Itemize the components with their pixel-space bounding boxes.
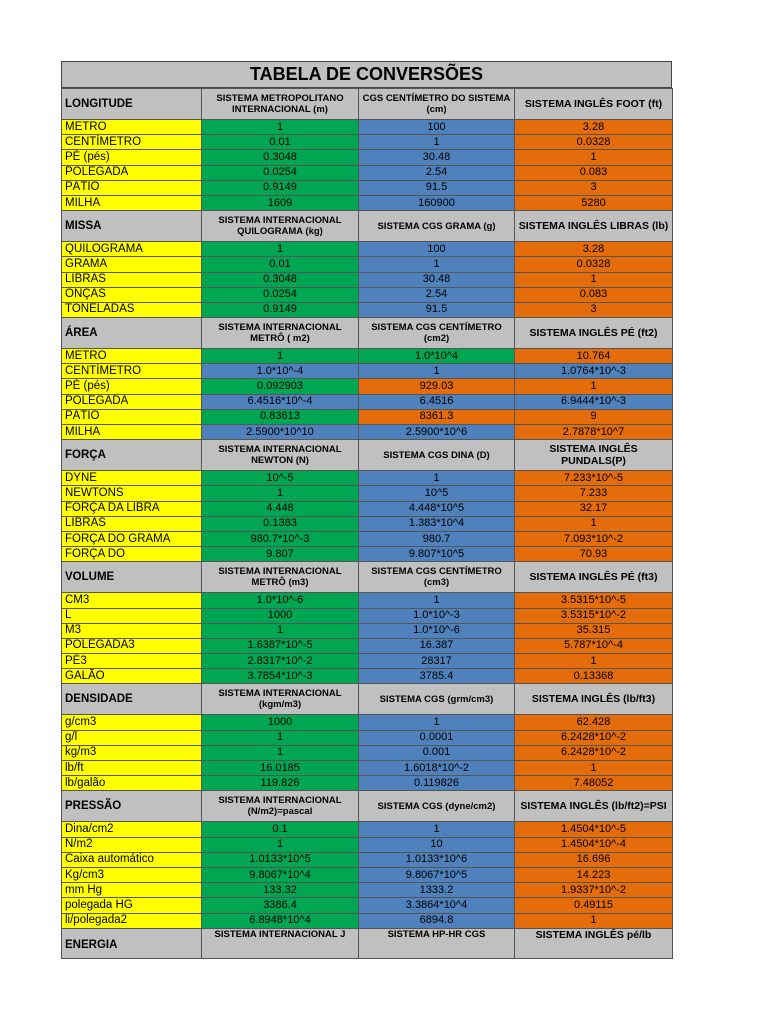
cgs-value: 6894.8 — [359, 913, 515, 928]
table-row — [62, 654, 673, 669]
table-row — [62, 837, 673, 852]
english-value: 7.093*10^-2 — [515, 531, 673, 546]
unit-label: FORÇA DA LIBRA — [62, 501, 202, 516]
si-value: 0.9149 — [202, 302, 359, 317]
unit-label: POLEGADA — [62, 394, 202, 409]
table-row — [62, 867, 673, 882]
english-header: SISTEMA INGLÊS PUNDALS(P) — [515, 440, 673, 471]
english-header: SISTEMA INGLÊS (lb/ft2)=PSI — [515, 791, 673, 822]
unit-label: Caixa automático — [62, 852, 202, 867]
english-value: 3 — [515, 180, 673, 195]
section-title: ENERGIA — [62, 928, 202, 958]
unit-label: N/m2 — [62, 837, 202, 852]
table-row — [62, 761, 673, 776]
cgs-value: 28317 — [359, 654, 515, 669]
table-row — [62, 302, 673, 317]
unit-label: g/l — [62, 730, 202, 745]
section-title: DENSIDADE — [62, 684, 202, 715]
english-value: 5.787*10^-4 — [515, 638, 673, 653]
english-value: 10.764 — [515, 349, 673, 364]
english-value: 1 — [515, 272, 673, 287]
english-value: 3.28 — [515, 242, 673, 257]
unit-label: POLEGADA — [62, 165, 202, 180]
table-row — [62, 913, 673, 928]
cgs-value: 2.54 — [359, 287, 515, 302]
unit-label: ONÇAS — [62, 287, 202, 302]
si-value: 1 — [202, 837, 359, 852]
cgs-value: 30.48 — [359, 150, 515, 165]
table-row — [62, 608, 673, 623]
table-row — [62, 471, 673, 486]
english-value: 3.28 — [515, 120, 673, 135]
table-row — [62, 852, 673, 867]
si-value: 1 — [202, 120, 359, 135]
section-header-energia — [62, 928, 673, 958]
si-value: 1 — [202, 242, 359, 257]
table-row — [62, 150, 673, 165]
si-value: 0.092903 — [202, 379, 359, 394]
si-header: SISTEMA INTERNACIONAL J — [202, 928, 359, 958]
table-row — [62, 409, 673, 424]
cgs-value: 0.119826 — [359, 776, 515, 791]
table-row — [62, 425, 673, 440]
english-value: 1 — [515, 761, 673, 776]
english-value: 7.233*10^-5 — [515, 471, 673, 486]
section-title: ÁREA — [62, 318, 202, 349]
cgs-value: 10 — [359, 837, 515, 852]
cgs-value: 1.0*10^4 — [359, 349, 515, 364]
table-row — [62, 715, 673, 730]
english-value: 6.2428*10^-2 — [515, 745, 673, 760]
english-value: 1 — [515, 379, 673, 394]
cgs-value: 100 — [359, 242, 515, 257]
unit-label: M3 — [62, 623, 202, 638]
unit-label: lb/galão — [62, 776, 202, 791]
cgs-value: 16.387 — [359, 638, 515, 653]
si-value: 3386.4 — [202, 898, 359, 913]
english-value: 9 — [515, 409, 673, 424]
cgs-header: SISTEMA CGS GRAMA (g) — [359, 211, 515, 242]
english-value: 0.083 — [515, 165, 673, 180]
si-value: 0.3048 — [202, 150, 359, 165]
english-header: SISTEMA INGLÊS pé/lb — [515, 928, 673, 958]
si-value: 1 — [202, 486, 359, 501]
english-value: 16.696 — [515, 852, 673, 867]
si-value: 1 — [202, 623, 359, 638]
english-value: 5280 — [515, 195, 673, 210]
table-row — [62, 165, 673, 180]
cgs-header: SISTEMA HP-HR CGS — [359, 928, 515, 958]
si-value: 1609 — [202, 195, 359, 210]
unit-label: MILHA — [62, 425, 202, 440]
unit-label: METRO — [62, 349, 202, 364]
table-row — [62, 195, 673, 210]
english-value: 1.9337*10^-2 — [515, 883, 673, 898]
cgs-value: 980.7 — [359, 531, 515, 546]
cgs-value: 3785.4 — [359, 669, 515, 684]
cgs-value: 1 — [359, 715, 515, 730]
english-value: 7.233 — [515, 486, 673, 501]
cgs-value: 3.3864*10^4 — [359, 898, 515, 913]
english-header: SISTEMA INGLÊS PÉ (ft2) — [515, 318, 673, 349]
section-title: VOLUME — [62, 562, 202, 593]
si-value: 16.0185 — [202, 761, 359, 776]
unit-label: lb/ft — [62, 761, 202, 776]
si-value: 1000 — [202, 608, 359, 623]
unit-label: MILHA — [62, 195, 202, 210]
cgs-value: 30.48 — [359, 272, 515, 287]
unit-label: PÁTIO — [62, 409, 202, 424]
table-row — [62, 120, 673, 135]
cgs-header: SISTEMA CGS CENTÍMETRO (cm3) — [359, 562, 515, 593]
cgs-value: 9.807*10^5 — [359, 547, 515, 562]
cgs-header: SISTEMA CGS CENTÍMETRO (cm2) — [359, 318, 515, 349]
si-value: 0.9149 — [202, 180, 359, 195]
unit-label: PÉ (pés) — [62, 379, 202, 394]
unit-label: LIBRAS — [62, 272, 202, 287]
si-value: 133.32 — [202, 883, 359, 898]
unit-label: Kg/cm3 — [62, 867, 202, 882]
si-value: 10^-5 — [202, 471, 359, 486]
english-header: SISTEMA INGLÊS LIBRAS (lb) — [515, 211, 673, 242]
si-value: 1 — [202, 730, 359, 745]
english-value: 1 — [515, 654, 673, 669]
english-value: 32.17 — [515, 501, 673, 516]
unit-label: DYNE — [62, 471, 202, 486]
si-value: 9.807 — [202, 547, 359, 562]
table-row — [62, 516, 673, 531]
table-row — [62, 638, 673, 653]
table-row — [62, 501, 673, 516]
unit-label: GRAMA — [62, 257, 202, 272]
section-title: PRESSÃO — [62, 791, 202, 822]
table-row — [62, 272, 673, 287]
unit-label: polegada HG — [62, 898, 202, 913]
cgs-value: 160900 — [359, 195, 515, 210]
unit-label: FORÇA DO GRAMA — [62, 531, 202, 546]
cgs-value: 100 — [359, 120, 515, 135]
section-header-densidade — [62, 684, 673, 715]
section-header-forca — [62, 440, 673, 471]
si-value: 2.8317*10^-2 — [202, 654, 359, 669]
english-value: 3.5315*10^-5 — [515, 593, 673, 608]
cgs-header: SISTEMA CGS (dyne/cm2) — [359, 791, 515, 822]
table-row — [62, 593, 673, 608]
si-value: 980.7*10^-3 — [202, 531, 359, 546]
cgs-value: 1.0133*10^6 — [359, 852, 515, 867]
si-value: 2.5900*10^10 — [202, 425, 359, 440]
si-value: 0.83613 — [202, 409, 359, 424]
english-value: 6.2428*10^-2 — [515, 730, 673, 745]
english-value: 1 — [515, 150, 673, 165]
english-header: SISTEMA INGLÊS FOOT (ft) — [515, 89, 673, 120]
section-title: LONGITUDE — [62, 89, 202, 120]
cgs-value: 2.54 — [359, 165, 515, 180]
cgs-value: 1 — [359, 135, 515, 150]
cgs-header: SISTEMA CGS (grm/cm3) — [359, 684, 515, 715]
table-row — [62, 287, 673, 302]
unit-label: Dina/cm2 — [62, 822, 202, 837]
section-header-volume — [62, 562, 673, 593]
cgs-value: 1.0*10^-6 — [359, 623, 515, 638]
cgs-value: 1 — [359, 364, 515, 379]
si-value: 0.3048 — [202, 272, 359, 287]
cgs-value: 1 — [359, 822, 515, 837]
cgs-value: 1.383*10^4 — [359, 516, 515, 531]
table-row — [62, 394, 673, 409]
cgs-value: 10^5 — [359, 486, 515, 501]
table-row — [62, 822, 673, 837]
si-value: 0.1383 — [202, 516, 359, 531]
si-header: SISTEMA INTERNACIONAL QUILOGRAMA (kg) — [202, 211, 359, 242]
english-value: 0.0328 — [515, 135, 673, 150]
si-value: 0.0254 — [202, 165, 359, 180]
cgs-value: 4.448*10^5 — [359, 501, 515, 516]
english-value: 1.4504*10^-5 — [515, 822, 673, 837]
si-header: SISTEMA METROPOLITANO INTERNACIONAL (m) — [202, 89, 359, 120]
si-value: 3.7854*10^-3 — [202, 669, 359, 684]
unit-label: li/polegada2 — [62, 913, 202, 928]
table-row — [62, 364, 673, 379]
cgs-value: 929.03 — [359, 379, 515, 394]
si-value: 1.6387*10^-5 — [202, 638, 359, 653]
english-value: 3.5315*10^-2 — [515, 608, 673, 623]
table-row — [62, 180, 673, 195]
cgs-value: 1 — [359, 593, 515, 608]
section-header-area — [62, 318, 673, 349]
table-row — [62, 531, 673, 546]
table-row — [62, 257, 673, 272]
cgs-value: 8361.3 — [359, 409, 515, 424]
english-value: 0.49115 — [515, 898, 673, 913]
english-value: 62.428 — [515, 715, 673, 730]
si-value: 6.8948*10^4 — [202, 913, 359, 928]
english-value: 0.0328 — [515, 257, 673, 272]
cgs-value: 0.0001 — [359, 730, 515, 745]
table-row — [62, 883, 673, 898]
cgs-value: 9.8067*10^5 — [359, 867, 515, 882]
unit-label: PÁTIO — [62, 180, 202, 195]
table-row — [62, 623, 673, 638]
cgs-value: 91.5 — [359, 302, 515, 317]
si-value: 1 — [202, 745, 359, 760]
english-value: 1.0764*10^-3 — [515, 364, 673, 379]
table-row — [62, 898, 673, 913]
si-header: SISTEMA INTERNACIONAL METRÔ ( m2) — [202, 318, 359, 349]
si-value: 4.448 — [202, 501, 359, 516]
si-header: SISTEMA INTERNACIONAL (kgm/m3) — [202, 684, 359, 715]
si-value: 6.4516*10^-4 — [202, 394, 359, 409]
section-header-longitude — [62, 89, 673, 120]
sheet-title: TABELA DE CONVERSÕES — [61, 61, 672, 88]
table-row — [62, 379, 673, 394]
table-row — [62, 669, 673, 684]
english-value: 2.7878*10^7 — [515, 425, 673, 440]
cgs-value: 0.001 — [359, 745, 515, 760]
cgs-header: SISTEMA CGS DINA (D) — [359, 440, 515, 471]
si-value: 1.0133*10^5 — [202, 852, 359, 867]
si-value: 0.01 — [202, 257, 359, 272]
unit-label: L — [62, 608, 202, 623]
table-row — [62, 745, 673, 760]
si-header: SISTEMA INTERNACIONAL NEWTON (N) — [202, 440, 359, 471]
english-value: 0.13368 — [515, 669, 673, 684]
unit-label: QUILOGRAMA — [62, 242, 202, 257]
english-value: 6.9444*10^-3 — [515, 394, 673, 409]
section-header-missa — [62, 211, 673, 242]
cgs-value: 1 — [359, 257, 515, 272]
english-value: 1 — [515, 913, 673, 928]
unit-label: PÉ3 — [62, 654, 202, 669]
conversion-table — [61, 88, 673, 959]
si-value: 1.0*10^-4 — [202, 364, 359, 379]
section-title: FORÇA — [62, 440, 202, 471]
cgs-value: 1.0*10^-3 — [359, 608, 515, 623]
si-value: 9.8067*10^4 — [202, 867, 359, 882]
si-header: SISTEMA INTERNACIONAL (N/m2)=pascal — [202, 791, 359, 822]
unit-label: TONELADAS — [62, 302, 202, 317]
table-row — [62, 242, 673, 257]
english-header: SISTEMA INGLÊS PÉ (ft3) — [515, 562, 673, 593]
si-value: 1000 — [202, 715, 359, 730]
cgs-value: 6.4516 — [359, 394, 515, 409]
unit-label: CENTÍMETRO — [62, 135, 202, 150]
english-value: 35.315 — [515, 623, 673, 638]
unit-label: PÉ (pés) — [62, 150, 202, 165]
unit-label: NEWTONS — [62, 486, 202, 501]
si-header: SISTEMA INTERNACIONAL METRÔ (m3) — [202, 562, 359, 593]
english-value: 1 — [515, 516, 673, 531]
si-value: 0.1 — [202, 822, 359, 837]
english-value: 0.083 — [515, 287, 673, 302]
section-title: MISSA — [62, 211, 202, 242]
english-value: 70.93 — [515, 547, 673, 562]
english-value: 7.48052 — [515, 776, 673, 791]
cgs-value: 2.5900*10^6 — [359, 425, 515, 440]
cgs-header: CGS CENTÍMETRO DO SISTEMA (cm) — [359, 89, 515, 120]
cgs-value: 1.6018*10^-2 — [359, 761, 515, 776]
english-value: 1.4504*10^-4 — [515, 837, 673, 852]
si-value: 0.0254 — [202, 287, 359, 302]
unit-label: CM3 — [62, 593, 202, 608]
cgs-value: 91.5 — [359, 180, 515, 195]
english-header: SISTEMA INGLÊS (lb/ft3) — [515, 684, 673, 715]
unit-label: GALÃO — [62, 669, 202, 684]
table-row — [62, 776, 673, 791]
unit-label: g/cm3 — [62, 715, 202, 730]
unit-label: CENTÍMETRO — [62, 364, 202, 379]
cgs-value: 1 — [359, 471, 515, 486]
unit-label: POLEGADA3 — [62, 638, 202, 653]
conversion-sheet — [61, 61, 672, 959]
si-value: 119.826 — [202, 776, 359, 791]
table-row — [62, 547, 673, 562]
unit-label: mm Hg — [62, 883, 202, 898]
table-row — [62, 730, 673, 745]
section-header-pressao — [62, 791, 673, 822]
si-value: 1 — [202, 349, 359, 364]
english-value: 14.223 — [515, 867, 673, 882]
si-value: 0.01 — [202, 135, 359, 150]
unit-label: kg/m3 — [62, 745, 202, 760]
unit-label: METRO — [62, 120, 202, 135]
table-row — [62, 486, 673, 501]
si-value: 1.0*10^-6 — [202, 593, 359, 608]
table-row — [62, 349, 673, 364]
unit-label: LIBRAS — [62, 516, 202, 531]
cgs-value: 1333.2 — [359, 883, 515, 898]
english-value: 3 — [515, 302, 673, 317]
unit-label: FORÇA DO — [62, 547, 202, 562]
table-row — [62, 135, 673, 150]
